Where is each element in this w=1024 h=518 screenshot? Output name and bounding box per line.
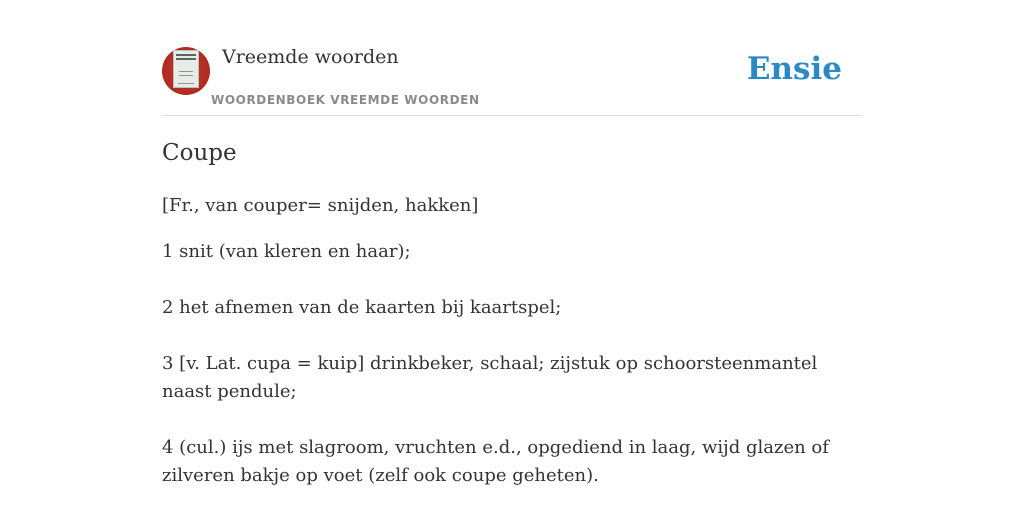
ensie-logo[interactable]: Ensie [746,51,842,87]
book-cover-icon [173,50,199,88]
entry-word: Coupe [162,140,237,166]
dictionary-subtitle: WOORDENBOEK VREEMDE WOORDEN [211,93,480,107]
meaning-item: 1 snit (van kleren en haar); [162,241,411,262]
page-content [162,0,862,512]
dictionary-title[interactable]: Vreemde woorden [222,46,399,68]
dictionary-avatar[interactable] [162,47,210,95]
meaning-item: 4 (cul.) ijs met slagroom, vruchten e.d., opgediend in laag, wijd glazen of zilveren bakje op voet (zelf ook coupe geheten). [162,437,829,486]
meanings-list [162,238,862,518]
entry-etymology: [Fr., van couper= snijden, hakken] [162,195,479,216]
meaning-item: 2 het afnemen van de kaarten bij kaartspel; [162,297,562,318]
meaning-item: 3 [v. Lat. cupa = kuip] drinkbeker, schaal; zijstuk op schoorsteenmantel naast pendule; [162,353,818,402]
dictionary-header [162,0,862,116]
